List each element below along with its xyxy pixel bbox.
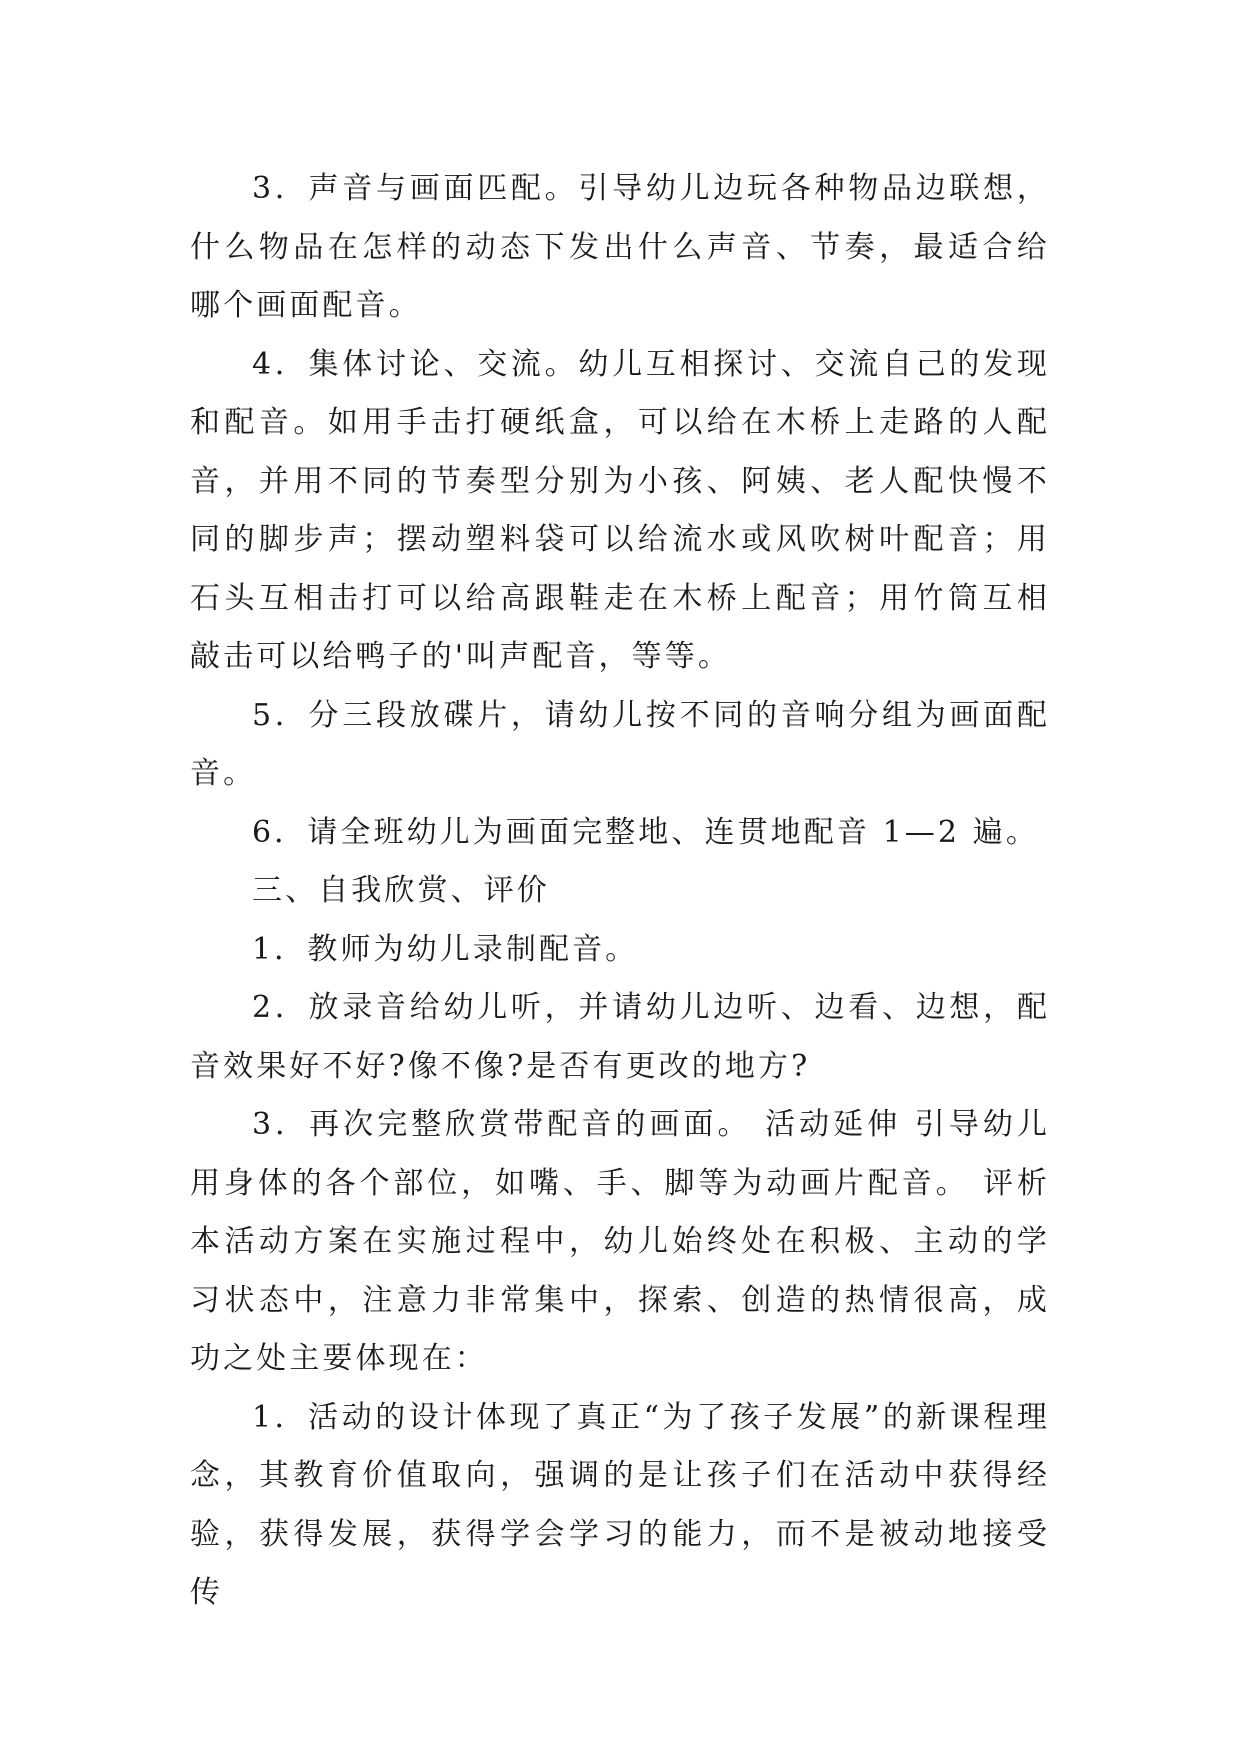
paragraph-analysis-point-1: 1．活动的设计体现了真正“为了孩子发展”的新课程理念，其教育价值取向，强调的是让孩子们在活动中获得经验，获得发展，获得学会学习的能力，而不是被动地接受传 [190,1399,1050,1610]
paragraph-step-5-play-disc: 5．分三段放碟片，请幼儿按不同的音响分组为画面配音。 [190,697,1050,791]
section-heading-self-evaluation: 三、自我欣赏、评价 [252,873,550,908]
paragraph-eval-step-1: 1．教师为幼儿录制配音。 [252,931,639,967]
paragraph-step-3-sound-matching: 3．声音与画面匹配。引导幼儿边玩各种物品边联想，什么物品在怎样的动态下发出什么声音、节奏，最适合给哪个画面配音。 [190,171,1050,323]
paragraph-eval-step-2: 2．放录音给幼儿听，并请幼儿边听、边看、边想，配音效果好不好?像不像?是否有更改的地方? [190,990,1050,1084]
document-body [190,160,1050,1623]
paragraph-step-4-group-discussion: 4．集体讨论、交流。幼儿互相探讨、交流自己的发现和配音。如用手击打硬纸盒，可以给在木桥上走路的人配音，并用不同的节奏型分别为小孩、阿姨、老人配快慢不同的脚步声；摆动塑料袋可以给流水或风吹树叶配音；用石头互相击打可以给高跟鞋走在木桥上配音；用竹筒互相敲击可以给鸭子的'叫声配音，等等。 [190,346,1050,674]
paragraph-eval-step-3-extension: 3．再次完整欣赏带配音的画面。 活动延伸 引导幼儿用身体的各个部位，如嘴、手、脚等为动画片配音。 评析 本活动方案在实施过程中，幼儿始终处在积极、主动的学习状态中，注意力非常集中，探索、创造的热情很高，成功之处主要体现在： [190,1107,1050,1376]
paragraph-step-6-full-dubbing: 6．请全班幼儿为画面完整地、连贯地配音 1—2 遍。 [252,814,1039,850]
